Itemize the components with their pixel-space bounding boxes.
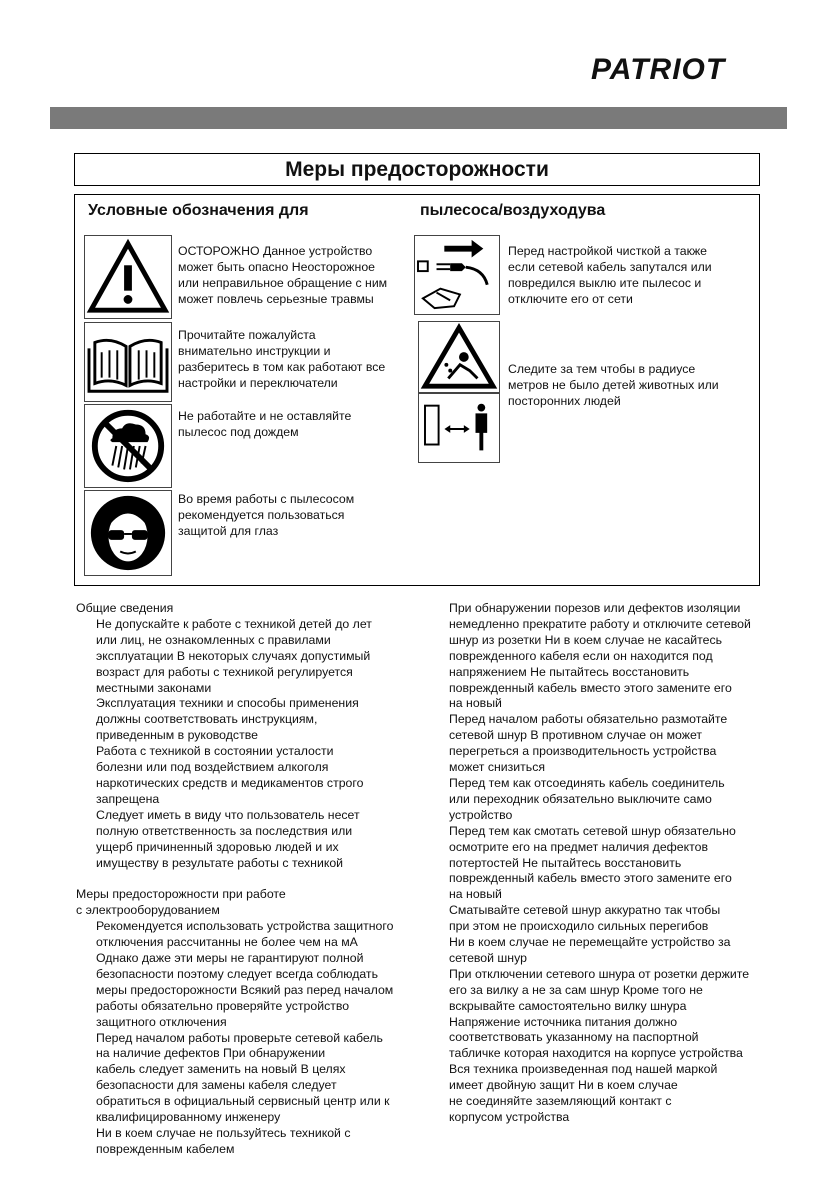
no-rain-icon	[84, 404, 172, 488]
right-column-line: не соединяйте заземляющий контакт с	[449, 1094, 672, 1109]
left-column-line: квалифицированному инженеру	[96, 1110, 281, 1125]
symbols-heading-left: Условные обозначения для	[88, 202, 309, 219]
left-column-line: местными законами	[96, 680, 212, 695]
right-column-line: напряжением Не пытайтесь восстановить	[449, 664, 690, 679]
right-column-line: сетевой шнур	[449, 950, 527, 965]
right-column-line: соответствовать указанному на паспортной	[449, 1030, 699, 1045]
left-column-line: приведенным в руководстве	[96, 728, 258, 743]
left-column-line: болезни или под воздействием алкоголя	[96, 760, 329, 775]
flying-debris-warning-icon	[418, 321, 500, 393]
right-column-line: При отключении сетевого шнура от розетки держите	[449, 966, 750, 981]
page-title: Меры предосторожности	[74, 153, 760, 186]
right-column-line: имеет двойную защит Ни в коем случае	[449, 1078, 678, 1093]
text-line: метров не было детей животных или	[508, 378, 719, 392]
left-column-line: эксплуатации В некоторых случаях допустимый	[96, 648, 371, 663]
text-line: может быть опасно Неосторожное	[178, 260, 376, 274]
right-column-line: на новый	[449, 887, 502, 902]
left-column-line: имуществу в результате работы с техникой	[96, 855, 344, 870]
right-column-line: его за вилку а не за сам шнур Кроме того не	[449, 982, 703, 997]
text-line: или неправильное обращение с ним	[178, 276, 388, 290]
right-column-line: поврежденный кабель вместо этого замените его	[449, 871, 732, 886]
header-band	[50, 107, 787, 129]
left-column-line: на наличие дефектов При обнаружении	[96, 1046, 326, 1061]
right-column-line: поврежденного кабеля если он находится под	[449, 648, 713, 663]
right-column-line: или переходник обязательно выключите само	[449, 791, 712, 806]
right-column-line: устройство	[449, 807, 513, 822]
symbol-text-1	[178, 243, 387, 307]
left-column-line: Однако даже эти меры не гарантируют полной	[96, 951, 364, 966]
keep-distance-icon	[418, 393, 500, 463]
text-line: повредился выклю ите пылесос и	[508, 276, 702, 290]
logo-text: PATRIOT	[591, 53, 726, 84]
right-column-line: При обнаружении порезов или дефектов изоляции	[449, 601, 741, 615]
right-column-line: табличке которая находится на корпусе устройства	[449, 1046, 743, 1061]
left-column-line: запрещена	[96, 791, 160, 806]
left-column-line: защитного отключения	[96, 1014, 227, 1029]
text-line: посторонних людей	[508, 394, 621, 408]
text-line: Во время работы с пылесосом	[178, 492, 355, 506]
right-column-line: при этом не происходило сильных перегибов	[449, 919, 709, 934]
left-column	[76, 601, 393, 1158]
left-column-line: отключения рассчитанны не более чем на мА	[96, 935, 358, 950]
right-column-line: Напряжение источника питания должно	[449, 1014, 678, 1029]
left-column-line: Перед началом работы проверьте сетевой кабель	[96, 1030, 383, 1045]
right-column-line: осмотрите его на предмет наличия дефектов	[449, 839, 709, 854]
right-column-line: может снизиться	[449, 760, 546, 775]
left-column-line: возраст для работы с техникой регулируется	[96, 664, 353, 679]
right-column-line: Перед тем как отсоединять кабель соединитель	[449, 775, 725, 790]
left-column-line: Ни в коем случае не пользуйтесь техникой с	[96, 1126, 351, 1140]
right-column-line: шнур из розетки Ни в коем случае не касайтесь	[449, 632, 723, 647]
right-column-line: Вся техника произведенная под нашей маркой	[449, 1062, 718, 1077]
left-column-line: безопасности для замены кабеля следует	[96, 1078, 337, 1093]
left-column-line: поврежденным кабелем	[96, 1141, 235, 1156]
unplug-before-maintenance-icon	[414, 235, 500, 315]
left-column-line: или лиц, не ознакомленных с правилами	[96, 632, 331, 647]
left-column-line	[76, 871, 393, 887]
text-line: может повлечь серьезные травмы	[178, 292, 374, 306]
text-line: отключите его от сети	[508, 292, 633, 306]
right-column-line: немедленно прекратите работу и отключите сетевой	[449, 616, 751, 631]
text-line: защитой для глаз	[178, 524, 279, 538]
text-line: Прочитайте пожалуйста	[178, 328, 316, 342]
symbols-heading-right: пылесоса/воздуходува	[420, 202, 606, 219]
right-column-line: Ни в коем случае не перемещайте устройство за	[449, 935, 731, 950]
left-column-line: безопасности поэтому следует всегда соблюдать	[96, 966, 378, 981]
right-column-line: на новый	[449, 696, 502, 711]
warning-triangle-icon	[84, 235, 172, 319]
text-line: разберитесь в том как работают все	[178, 360, 386, 374]
read-manual-icon	[84, 322, 172, 402]
left-column-line: меры предосторожности Всякий раз перед началом	[96, 982, 394, 997]
left-column-line: ущерб причиненный здоровью людей и их	[96, 839, 339, 854]
text-line: рекомендуется пользоваться	[178, 508, 345, 522]
text-line: Не работайте и не оставляйте	[178, 409, 352, 423]
symbol-text-3	[178, 408, 351, 440]
right-column-line: Перед началом работы обязательно размотайте	[449, 712, 728, 727]
left-column-line: Общие сведения	[76, 601, 174, 615]
left-column-line: Рекомендуется использовать устройства защитного	[96, 919, 394, 934]
text-line: настройки и переключатели	[178, 376, 338, 390]
patriot-logo	[591, 52, 771, 84]
left-column-line: с электрооборудованием	[76, 903, 220, 918]
right-column-line: Сматывайте сетевой шнур аккуратно так чтобы	[449, 903, 721, 918]
symbol-text-4	[178, 491, 354, 539]
text-line: Следите за тем чтобы в радиусе	[508, 362, 696, 376]
right-column-line: Перед тем как смотать сетевой шнур обязательно	[449, 823, 736, 838]
left-column-line: Работа с техникой в состоянии усталости	[96, 744, 334, 759]
eye-protection-icon	[84, 490, 172, 576]
right-column-line: корпусом устройства	[449, 1110, 570, 1124]
right-column-line: вскрывайте самостоятельно вилку шнура	[449, 998, 687, 1013]
left-column-line: работы обязательно проверяйте устройство	[96, 998, 350, 1013]
left-column-line: наркотических средств и медикаментов строго	[96, 775, 364, 790]
left-column-line: кабель следует заменить на новый В целях	[96, 1062, 346, 1077]
symbol-text-2	[178, 327, 385, 391]
text-line: пылесос под дождем	[178, 425, 299, 439]
right-column-line: потертостей Не пытайтесь восстановить	[449, 855, 682, 870]
symbol-text-6	[508, 361, 719, 409]
left-column-line: полную ответственность за последствия или	[96, 823, 353, 838]
right-column-line: сетевой шнур В противном случае он может	[449, 728, 703, 743]
left-column-line: обратиться в официальный сервисный центр или к	[96, 1094, 390, 1109]
text-line: если сетевой кабель запутался или	[508, 260, 712, 274]
left-column-line: должны соответствовать инструкциям,	[96, 712, 318, 727]
left-column-line: Меры предосторожности при работе	[76, 887, 286, 902]
text-line: Перед настройкой чисткой а также	[508, 244, 708, 258]
left-column-line: Следует иметь в виду что пользователь несет	[96, 807, 360, 822]
symbol-text-5	[508, 243, 712, 307]
left-column-line: Эксплуатация техники и способы применения	[96, 696, 359, 711]
right-column	[449, 601, 751, 1126]
right-column-line: перегреться а производительность устройства	[449, 744, 717, 759]
right-column-line: поврежденный кабель вместо этого замените его	[449, 680, 732, 695]
left-column-line: Не допускайте к работе с техникой детей до лет	[96, 616, 372, 631]
text-line: внимательно инструкции и	[178, 344, 331, 358]
text-line: ОСТОРОЖНО Данное устройство	[178, 244, 373, 258]
